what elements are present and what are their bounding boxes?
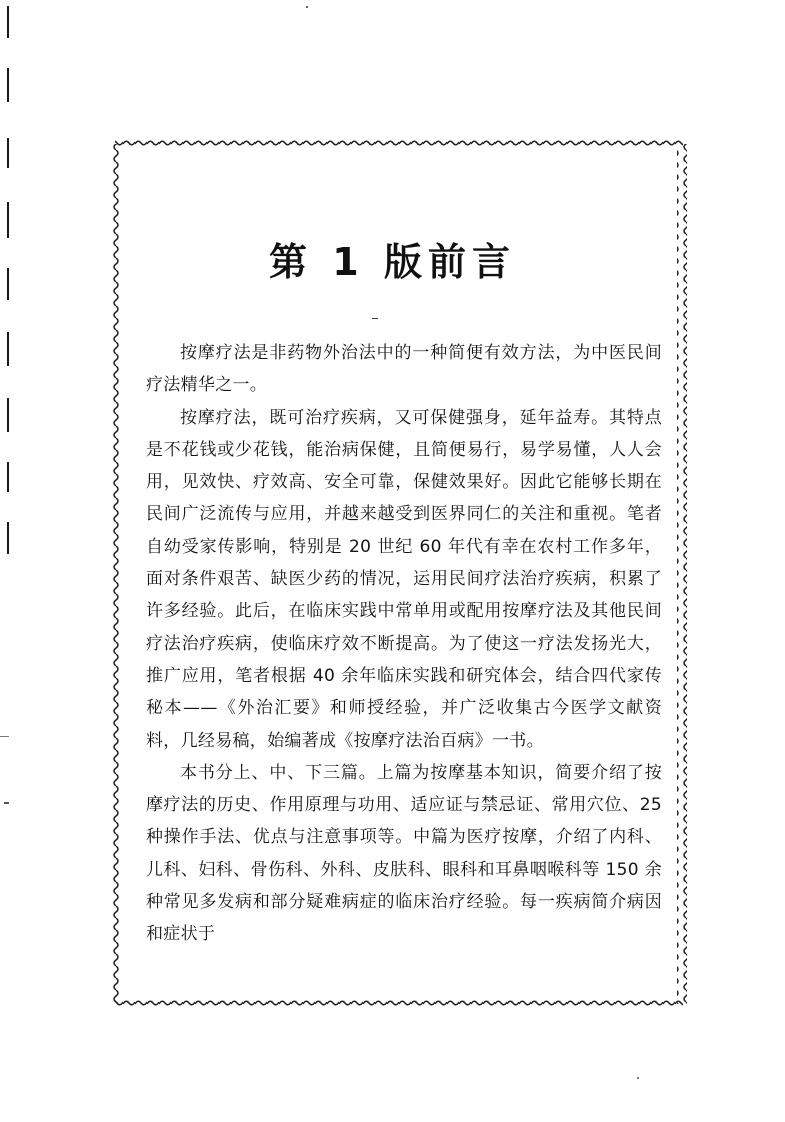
scan-speck: [306, 6, 308, 8]
scan-edge-mark: [7, 462, 9, 492]
paragraph: 本书分上、中、下三篇。上篇为按摩基本知识，简要介绍了按摩疗法的历史、作用原理与功用、适应证与禁忌证、常用穴位、25 种操作手法、优点与注意事项等。中篇为医疗按摩，介绍了内科、儿科、妇科、骨伤科、外科、皮肤科、眼科和耳鼻咽喉科等 150 余种常见多发病和部分疑难病症的临床治疗经验。每一疾病简介病因和症状于: [146, 762, 662, 945]
preface-body: [146, 337, 662, 951]
scan-speck: [0, 736, 9, 737]
scan-edge-mark: [7, 398, 9, 432]
scan-edge-mark: [7, 6, 9, 38]
scan-edge-mark: [7, 138, 9, 168]
scan-edge-mark: [7, 68, 9, 102]
scan-speck: [4, 802, 9, 804]
scan-speck: [637, 1077, 639, 1079]
scan-edge-mark: [7, 522, 9, 554]
paragraph: 按摩疗法是非药物外治法中的一种简便有效方法，为中医民间疗法精华之一。: [146, 343, 662, 396]
paragraph: 按摩疗法，既可治疗疾病，又可保健强身，延年益寿。其特点是不花钱或少花钱，能治病保健，且简便易行，易学易懂，人人会用，见效快、疗效高、安全可靠，保健效果好。因此它能够长期在民间广泛流传与应用，并越来越受到医界同仁的关注和重视。笔者自幼受家传影响，特别是 20 世纪 60 年代有幸在农村工作多年，面对条件艰苦、缺医少药的情况，运用民间疗法治疗疾病，积累了许多经验。此后，在临床实践中常单用或配用按摩疗法及其他民间疗法治疗疾病，使临床疗效不断提高。为了使这一疗法发扬光大，推广应用，笔者根据 40 余年临床实践和研究体会，结合四代家传秘本——《外治汇要》和师授经验，并广泛收集古今医学文献资料，几经易稿，始编著成《按摩疗法治百病》一书。: [146, 407, 662, 751]
title-separator: [372, 318, 378, 319]
page-title: 第 1 版前言: [269, 240, 516, 284]
scan-edge-mark: [7, 332, 9, 366]
